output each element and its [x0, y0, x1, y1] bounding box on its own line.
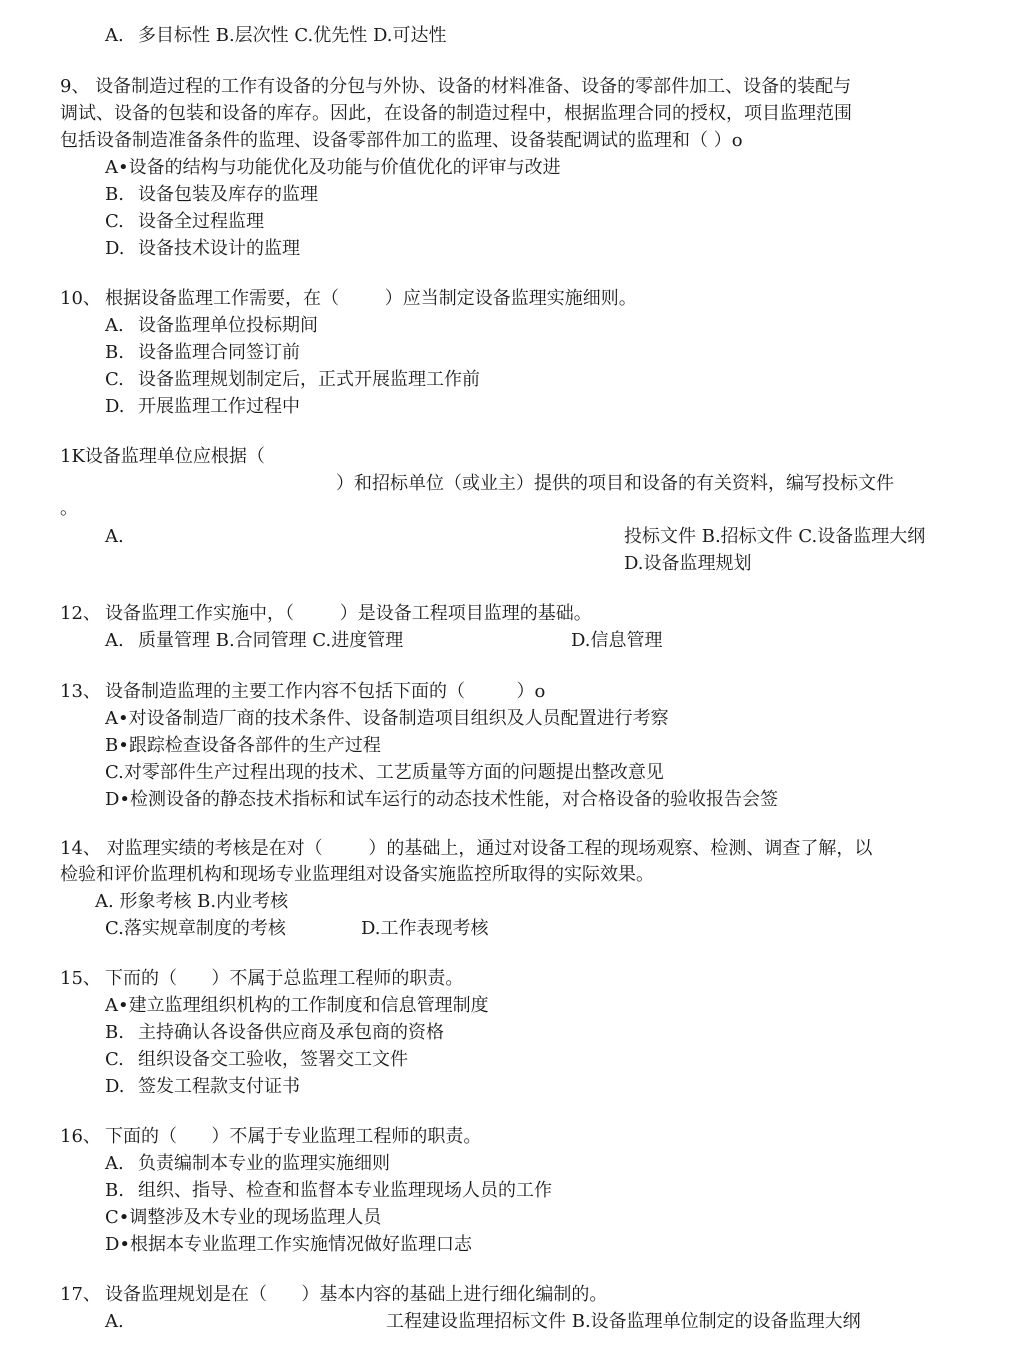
q11-options-line2: D.设备监理规划 — [624, 553, 752, 574]
q12-number: 12、 — [60, 603, 101, 624]
q15-option-d-prefix: D. — [105, 1076, 125, 1097]
q10-option-c: 设备监理规划制定后，正式开展监理工作前 — [138, 369, 480, 390]
q10-option-b: 设备监理合同签订前 — [138, 342, 300, 363]
q9-option-c-prefix: C. — [105, 211, 124, 232]
q13-option-b: B•跟踪检查设备各部件的生产过程 — [105, 735, 381, 756]
q17-number: 17、 — [60, 1284, 101, 1305]
q15-stem: 下而的（ ）不属于总监理工程师的职责。 — [105, 968, 464, 989]
q12-stem: 设备监理工作实施中，（ ）是设备工程项目监理的基础。 — [105, 603, 592, 624]
q9-option-b: 设备包装及库存的监理 — [138, 184, 318, 205]
q8-option-a-prefix: A. — [105, 25, 124, 46]
q15-option-a: A•建立监理组织机构的工作制度和信息管理制度 — [105, 995, 489, 1016]
q15-option-b: 主持确认各设备供应商及承包商的资格 — [138, 1022, 444, 1043]
q16-option-a: 负责编制本专业的监理实施细则 — [138, 1153, 390, 1174]
q12-option-d: D.信息管理 — [571, 630, 663, 651]
q9-stem-line1: 9、 设备制造过程的工作有设备的分包与外协、设备的材料准备、设备的零部件加工、设备的装配与 — [60, 76, 852, 97]
q10-stem: 根据设备监理工作需要，在（ ）应当制定设备监理实施细则。 — [105, 288, 637, 309]
q11-stem-line1: 1K设备监理单位应根据（ — [60, 446, 265, 467]
q11-option-a-prefix: A. — [105, 526, 124, 547]
q15-option-b-prefix: B. — [105, 1022, 124, 1043]
q13-number: 13、 — [60, 681, 101, 702]
q9-option-d-prefix: D. — [105, 238, 125, 259]
q9-option-d: 设备技术设计的监理 — [138, 238, 300, 259]
q10-option-d: 开展监理工作过程中 — [138, 396, 300, 417]
q15-option-c: 组织设备交工验收，签署交工文件 — [138, 1049, 408, 1070]
q16-option-b-prefix: B. — [105, 1180, 124, 1201]
q9-stem-line3: 包括设备制造准备条件的监理、设备零部件加工的监理、设备装配调试的监理和（ ）o — [60, 130, 743, 151]
q14-option-c: C.落实规章制度的考核 — [105, 918, 286, 939]
q12-options: 质量管理 B.合同管理 C.进度管理 — [138, 630, 404, 651]
q16-option-c: C•调整涉及木专业的现场监理人员 — [105, 1207, 382, 1228]
q14-option-d: D.工作表现考核 — [361, 918, 489, 939]
q16-number: 16、 — [60, 1126, 101, 1147]
q15-option-c-prefix: C. — [105, 1049, 124, 1070]
q15-number: 15、 — [60, 968, 101, 989]
q16-option-b: 组织、指导、检查和监督本专业监理现场人员的工作 — [138, 1180, 552, 1201]
q13-option-a: A•对设备制造厂商的技术条件、设备制造项目组织及人员配置进行考察 — [105, 708, 669, 729]
q9-stem-line2: 调试、设备的包装和设备的库存。因此，在设备的制造过程中，根据监理合同的授权，项目监理范围 — [60, 103, 852, 124]
q17-stem: 设备监理规划是在（ ）基本内容的基础上进行细化编制的。 — [105, 1284, 608, 1305]
q14-options-ab: A. 形象考核 B.内业考核 — [95, 891, 289, 912]
q9-option-c: 设备全过程监理 — [138, 211, 264, 232]
q17-option-a-prefix: A. — [105, 1311, 124, 1332]
q14-stem-line2: 检验和评价监理机构和现场专业监理组对设备实施监控所取得的实际效果。 — [60, 864, 654, 885]
q11-stem-line3: 。 — [60, 498, 78, 519]
q14-stem-line1: 14、 对监理实绩的考核是在对（ ）的基础上，通过对设备工程的现场观察、检测、调查了解，以 — [60, 838, 873, 859]
q16-option-d: D•根据本专业监理工作实施情况做好监理口志 — [105, 1234, 473, 1255]
q17-options: 工程建设监理招标文件 B.设备监理单位制定的设备监理大纲 — [386, 1311, 861, 1332]
q10-option-a: 设备监理单位投标期间 — [138, 315, 318, 336]
q16-stem: 下面的（ ）不属于专业监理工程师的职责。 — [105, 1126, 482, 1147]
q13-option-d: D•检测设备的静态技术指标和试车运行的动态技术性能，对合格设备的验收报告会签 — [105, 789, 779, 810]
q10-option-c-prefix: C. — [105, 369, 124, 390]
q13-option-c: C.对零部件生产过程出现的技术、工艺质量等方面的问题提出整改意见 — [105, 762, 664, 783]
q15-option-d: 签发工程款支付证书 — [138, 1076, 300, 1097]
q11-options-line1: 投标文件 B.招标文件 C.设备监理大纲 — [624, 526, 926, 547]
q16-option-a-prefix: A. — [105, 1153, 124, 1174]
q9-option-b-prefix: B. — [105, 184, 124, 205]
q10-option-d-prefix: D. — [105, 396, 125, 417]
q8-options: 多目标性 B.层次性 C.优先性 D.可达性 — [138, 25, 447, 46]
q10-option-b-prefix: B. — [105, 342, 124, 363]
q13-stem: 设备制造监理的主要工作内容不包括下面的（ ）o — [105, 681, 546, 702]
q10-number: 10、 — [60, 288, 101, 309]
q12-option-a-prefix: A. — [105, 630, 124, 651]
q9-option-a: A•设备的结构与功能优化及功能与价值优化的评审与改进 — [105, 157, 561, 178]
q11-stem-line2: ）和招标单位（或业主）提供的项目和设备的有关资料，编写投标文件 — [336, 473, 894, 494]
q10-option-a-prefix: A. — [105, 315, 124, 336]
